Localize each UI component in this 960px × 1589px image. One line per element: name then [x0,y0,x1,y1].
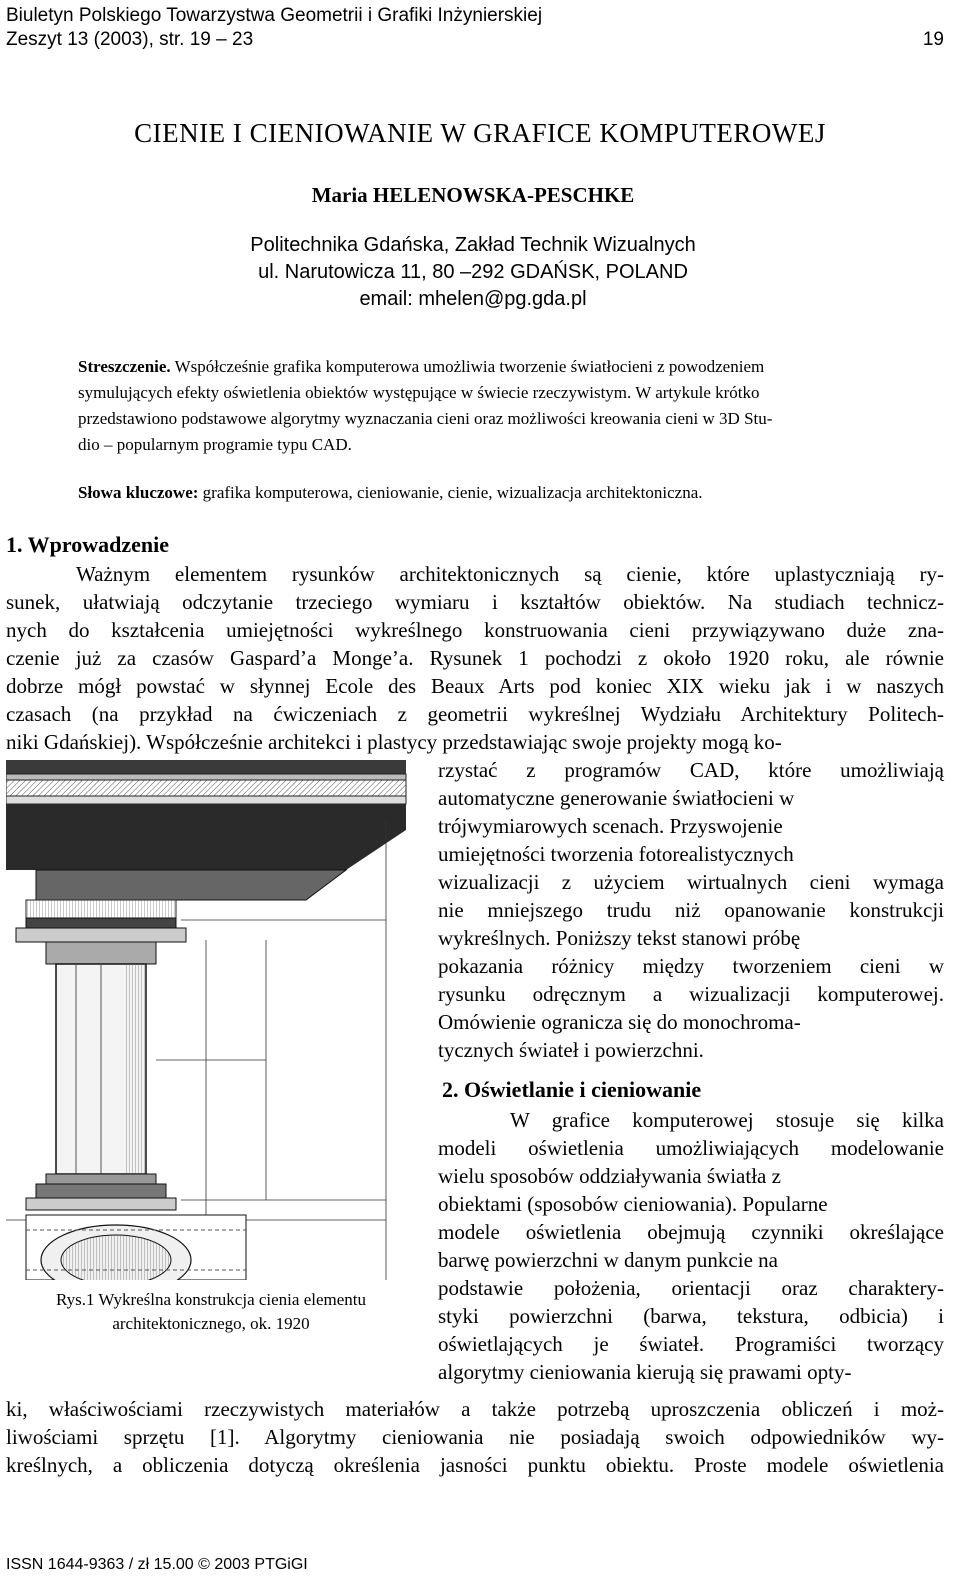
column-base [36,1184,166,1198]
text-line: rzystać z programów CAD, które umożliwiają [438,758,944,782]
affiliation-line: ul. Narutowicza 11, 80 –292 GDAŃSK, POLAND [258,261,688,283]
text-line: barwę powierzchni w danym punkcie na [438,1248,778,1272]
abstract-label: Streszczenie. [78,357,171,376]
text-line: tycznych świateł i powierzchni. [438,1038,704,1062]
text-line: W grafice komputerowej stosuje się kilka [510,1108,944,1132]
keywords-text: grafika komputerowa, cieniowanie, cienie, wizualizacja architektoniczna. [202,483,703,502]
figure-caption [6,1288,416,1336]
section-heading: 1. Wprowadzenie [6,532,169,557]
affiliation [0,232,946,313]
abstract-line: przedstawiono podstawowe algorytmy wyznaczania cieni oraz możliwości kreowania cieni w 3D Stu- [78,409,773,428]
text-line: czasach (na przykład na ćwiczeniach z geometrii wykreślnej Wydziału Architektury Politech- [6,702,944,726]
section1-paragraph [6,560,944,756]
cornice-shadow [6,780,406,796]
text-line: modele oświetlenia obejmują czynniki określające [438,1220,944,1244]
abstract-line: dio – popularnym programie typu CAD. [78,435,352,454]
author-name: Maria HELENOWSKA-PESCHKE [311,183,635,207]
shaft-shadow [124,964,146,1174]
paper-title: CIENIE I CIENIOWANIE W GRAFICE KOMPUTEROWEJ [134,118,826,148]
text-line: Ważnym elementem rysunków architektonicznych są cienie, które uplastyczniają ry- [76,562,944,586]
text-line: umiejętności tworzenia fotorealistycznych [438,842,794,866]
affiliation-line: Politechnika Gdańska, Zakład Technik Wizualnych [250,234,696,256]
abstract [78,355,944,456]
caption-line: architektonicznego, ok. 1920 [112,1314,310,1333]
text-line: sunek, ułatwiają odczytanie trzeciego wymiaru i kształtów obiektów. Na studiach technicz- [6,590,944,614]
text-line: wielu sposobów oddziaływania światła z [438,1164,781,1188]
soffit-shadow [6,804,406,870]
caption-line: Rys.1 Wykreślna konstrukcja cienia elementu [55,1290,367,1309]
text-line: nie mniejszego trudu niż opanowanie konstrukcji [438,898,944,922]
section-heading: 2. Oświetlanie i cieniowanie [442,1077,702,1102]
page-number: 19 [922,29,944,50]
text-line: wykreślnych. Poniższy tekst stanowi próbę [438,926,801,950]
text-line: pokazania różnicy między tworzeniem cieni w [438,954,944,978]
issue-info: Zeszyt 13 (2003), str. 19 – 23 [6,29,254,50]
column-capital [46,942,156,964]
text-line: dobrze mógł powstać w słynnej Ecole des Beaux Arts pod koniec XIX wieku jak i w naszych [6,674,944,698]
plan-view [26,1215,246,1280]
text-line: Omówienie ogranicza się do monochroma- [438,1010,801,1034]
footer-issn: ISSN 1644-9363 / zł 15.00 © 2003 PTGiGI [6,1556,308,1573]
section1-column [438,756,944,1064]
cornice-top [6,760,406,774]
text-line: obiektami (sposobów cieniowania). Popularne [438,1192,828,1216]
abstract-line: Streszczenie. Współcześnie grafika komputerowa umożliwia tworzenie światłocieni z powodzeniem [78,357,765,376]
text-line: nych do kształcenia umiejętności wykreślnego konstruowania cieni przywiązywano duże zna- [6,618,944,642]
journal-name: Biuletyn Polskiego Towarzystwa Geometrii i Grafiki Inżynierskiej [6,5,543,26]
text-line: niki Gdańskiej). Współcześnie architekci i plastycy przedstawiając swoje projekty mogą ko- [6,730,782,754]
text-line: ki, właściwościami rzeczywistych materiałów a także potrzebą uproszczenia obliczeń i moż- [6,1397,944,1421]
text-line: algorytmy cieniowania kierują się prawami opty- [438,1360,852,1384]
dentils [26,900,176,918]
text-line: automatyczne generowanie światłocieni w [438,786,795,810]
text-line: kreślnych, a obliczenia dotyczą określenia jasności punktu obiektu. Proste modele oświetlenia [6,1453,944,1477]
figure-1 [6,760,416,1333]
text-line: podstawie położenia, orientacji oraz charaktery- [438,1276,944,1300]
text-line: wizualizacji z użyciem wirtualnych cieni wymaga [438,870,944,894]
text-line: styki powierzchni (barwa, tekstura, odbicia) i [438,1304,944,1328]
text-line: liwościami sprzętu [1]. Algorytmy cieniowania nie posiadają swoich odpowiedników wy- [6,1425,944,1449]
text-line: czenie już za czasów Gaspard’a Monge’a. Rysunek 1 pochodzi z około 1920 roku, ale równie [6,646,944,670]
keywords [78,481,703,504]
text-line: oświetlających je świateł. Programiści tworzący [438,1332,944,1356]
abstract-line: symulujących efekty oświetlenia obiektów występujące w świecie rzeczywistym. W artykule krótko [78,383,760,402]
architectural-drawing [6,760,416,1280]
section2-paragraph [6,1395,944,1479]
section2-column [438,1106,944,1386]
email-link[interactable]: email: mhelen@pg.gda.pl [359,288,587,310]
keywords-label: Słowa kluczowe: [78,483,199,502]
text-line: modeli oświetlenia umożliwiających modelowanie [438,1136,944,1160]
text-line: rysunku odręcznym a wizualizacji komputerowej. [438,982,944,1006]
text-line: trójwymiarowych scenach. Przyswojenie [438,814,783,838]
